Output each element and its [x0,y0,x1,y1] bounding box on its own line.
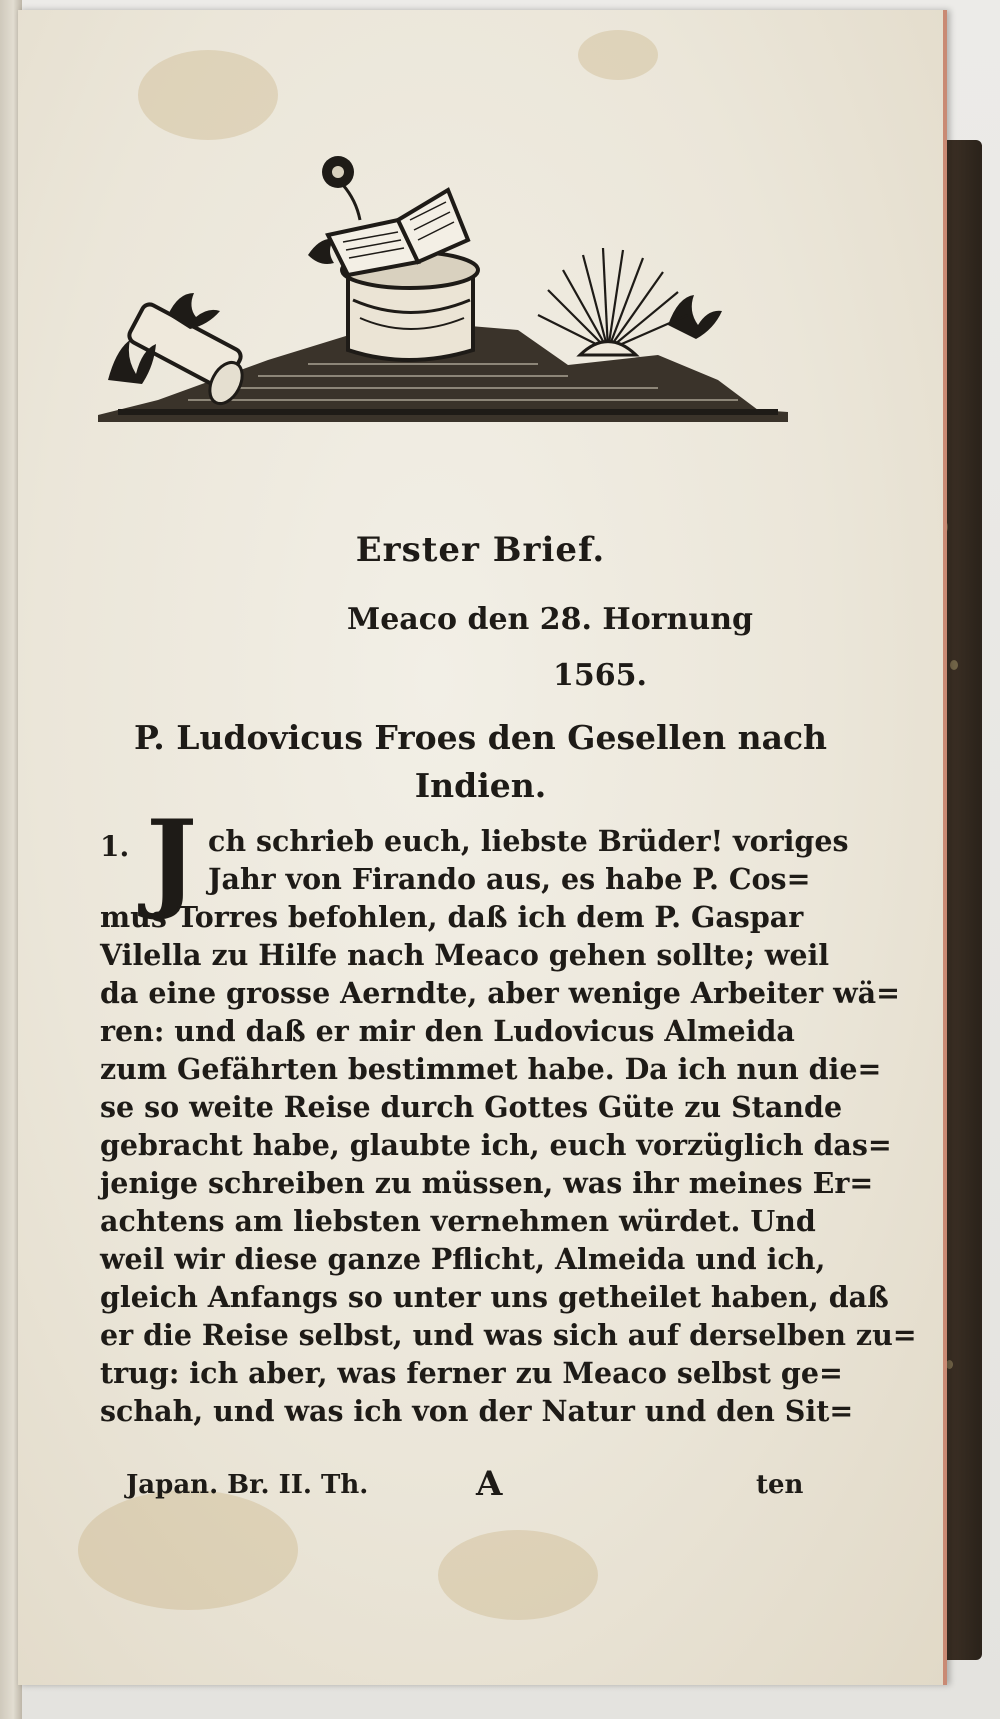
body-line: gebracht habe, glaubte ich, euch vorzüglich das= [100,1128,892,1162]
cover-speck [946,1360,953,1369]
book-page [18,10,947,1685]
body-line: achtens am liebsten vernehmen würdet. Und [100,1204,816,1238]
date-line: Meaco den 28. Hornung [347,602,753,637]
body-line: schah, und was ich von der Natur und den Sit= [100,1394,854,1428]
letter-heading-line2: Indien. [414,766,547,805]
body-line: zum Gefährten bestimmet habe. Da ich nun die= [100,1052,882,1086]
body-line: Jahr von Firando aus, es habe P. Cos= [208,862,811,896]
foxing-stain [578,30,658,80]
letter-heading-line1: P. Ludovicus Froes den Gesellen nach [133,718,828,757]
body-line: gleich Anfangs so unter uns getheilet haben, daß [100,1280,889,1314]
vignette-rising-sun [538,248,688,355]
body-line: ren: und daß er mir den Ludovicus Almeida [100,1014,795,1048]
drop-cap: J [146,797,198,923]
foxing-stain [138,50,278,140]
body-line: trug: ich aber, was ferner zu Meaco selbst ge= [100,1356,843,1390]
body-line: ch schrieb euch, liebste Brüder! voriges [208,824,849,858]
vignette-flower [322,156,360,220]
body-line: da eine grosse Aerndte, aber wenige Arbeiter wä= [100,976,900,1010]
cover-speck [950,660,958,670]
body-line: jenige schreiben zu müssen, was ihr meines Er= [100,1166,874,1200]
foxing-stain [438,1530,598,1620]
signature-letter: A [476,1464,503,1504]
chapter-title: Erster Brief. [355,530,606,570]
body-line: er die Reise selbst, und was sich auf derselben zu= [100,1318,917,1352]
body-line: se so weite Reise durch Gottes Güte zu Stande [100,1090,843,1124]
foxing-stain [78,1490,298,1610]
woodcut-vignette [98,150,798,460]
body-line: Vilella zu Hilfe nach Meaco gehen sollte; weil [100,938,830,972]
paragraph-number: 1. [100,830,130,863]
body-line: weil wir diese ganze Pflicht, Almeida und ich, [100,1242,826,1276]
catchword: ten [756,1470,804,1500]
year-line: 1565. [553,658,647,693]
printer-signature: Japan. Br. II. Th. [126,1470,369,1500]
body-line: mus Torres befohlen, daß ich dem P. Gaspar [100,900,804,934]
